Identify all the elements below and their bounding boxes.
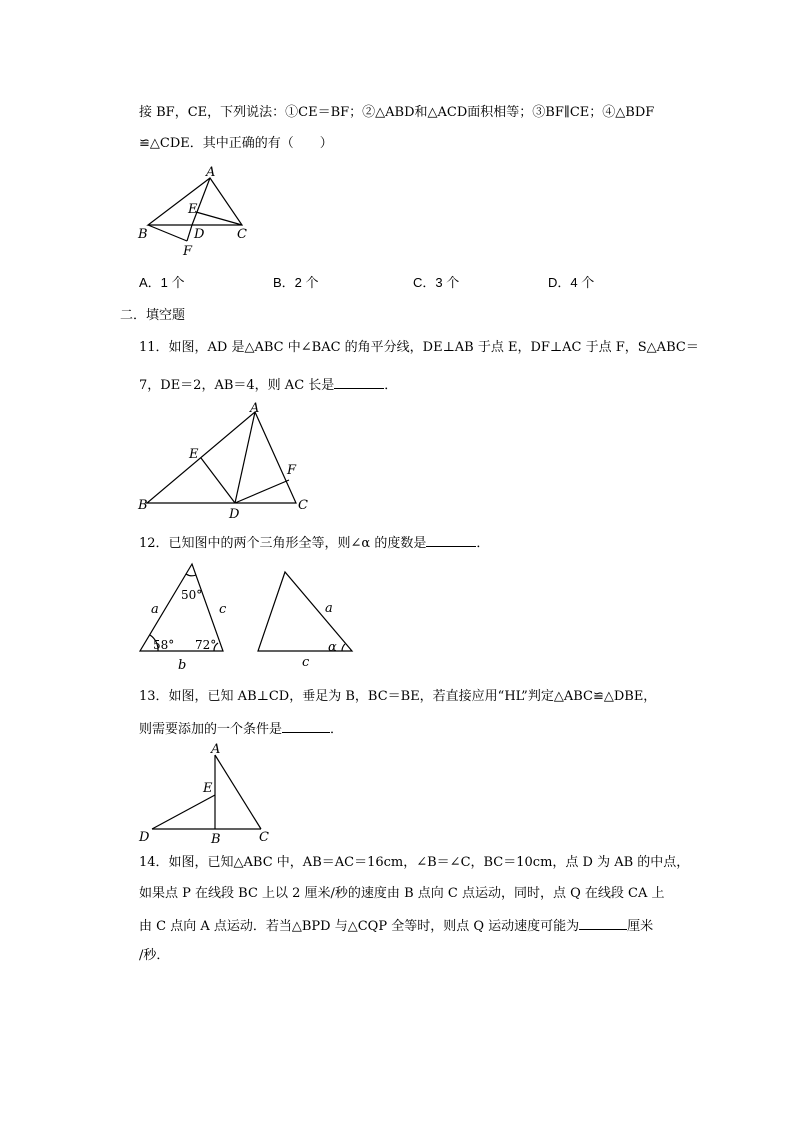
q13-answer-blank[interactable] xyxy=(282,720,330,733)
q13-label-e: E xyxy=(203,781,213,796)
q10-label-a: A xyxy=(206,165,216,180)
q13-label-c: C xyxy=(259,830,269,845)
q12-text-pre: 12．已知图中的两个三角形全等，则∠α 的度数是 xyxy=(139,536,427,551)
q11-label-e: E xyxy=(189,447,199,462)
q12-right-label-alpha: α xyxy=(328,640,337,655)
q12-left-angle-72: 72° xyxy=(195,638,217,652)
q10-label-f: F xyxy=(183,244,193,259)
q12-right-label-c: c xyxy=(302,655,310,670)
q10-text-line2: ≌△CDE．其中正确的有（ ） xyxy=(139,136,333,151)
q12-text-line1 xyxy=(139,534,489,552)
q11-label-f: F xyxy=(287,463,297,478)
q12-left-label-c: c xyxy=(219,602,227,617)
q13-text-line1: 13．如图，已知 AB⊥CD，垂足为 B，BC＝BE，若直接应用“HL”判定△ABC≌△DBE， xyxy=(139,689,657,704)
q11-label-d: D xyxy=(229,507,240,522)
q14-text-line4: /秒． xyxy=(139,948,170,963)
section-title: 二．填空题 xyxy=(120,307,186,322)
q10-option-c: C．3 个 xyxy=(413,275,460,290)
q10-label-c: C xyxy=(237,227,247,242)
q13-figure xyxy=(135,740,275,845)
q10-option-d: D．4 个 xyxy=(548,275,595,290)
q13-label-d: D xyxy=(139,830,150,845)
q12-answer-blank[interactable] xyxy=(426,534,476,547)
q13-text-line2-pre: 则需要添加的一个条件是 xyxy=(139,722,283,737)
q11-text-line1: 11．如图，AD 是△ABC 中∠BAC 的角平分线，DE⊥AB 于点 E，DF⊥AC 于点 F，S△ABC＝ xyxy=(139,340,699,355)
q13-label-b: B xyxy=(211,832,221,847)
q12-right-label-a: a xyxy=(325,601,333,616)
q10-label-b: B xyxy=(138,227,148,242)
q11-text-line2 xyxy=(139,376,397,394)
q11-label-b: B xyxy=(138,498,148,513)
q13-text-line2 xyxy=(139,720,343,738)
q12-left-angle-58: 58° xyxy=(153,638,175,652)
q14-text-line1: 14．如图，已知△ABC 中，AB＝AC＝16cm，∠B＝∠C，BC＝10cm，点 D 为 AB 的中点， xyxy=(139,855,690,870)
q14-text-line3-post: 厘米 xyxy=(627,919,654,934)
q12-left-label-a: a xyxy=(151,602,159,617)
q14-text-line3-pre: 由 C 点向 A 点运动．若当△BPD 与△CQP 全等时，则点 Q 运动速度可能为 xyxy=(139,919,580,934)
q11-label-c: C xyxy=(298,498,308,513)
q12-text-post: ． xyxy=(476,536,490,551)
q13-label-a: A xyxy=(211,742,221,757)
q10-option-b: B．2 个 xyxy=(273,275,319,290)
q11-figure xyxy=(135,400,315,520)
q11-label-a: A xyxy=(250,401,260,416)
q12-left-figure xyxy=(130,558,240,673)
q12-left-label-b: b xyxy=(178,658,187,673)
q14-answer-blank[interactable] xyxy=(579,917,627,930)
q14-text-line2: 如果点 P 在线段 BC 上以 2 厘米/秒的速度由 B 点向 C 点运动，同时，点 Q 在线段 CA 上 xyxy=(139,886,665,901)
q11-answer-blank[interactable] xyxy=(334,376,384,389)
q13-text-line2-post: ． xyxy=(330,722,344,737)
q11-text-line2-pre: 7，DE＝2，AB＝4，则 AC 长是 xyxy=(139,378,335,393)
q12-right-figure xyxy=(250,565,360,675)
q10-option-a: A．1 个 xyxy=(139,275,185,290)
q14-text-line3 xyxy=(139,917,653,935)
q10-label-d: D xyxy=(194,227,205,242)
q11-text-line2-post: ． xyxy=(384,378,398,393)
q10-figure xyxy=(130,165,260,260)
q10-label-e: E xyxy=(188,202,198,217)
q10-text-line1: 接 BF，CE，下列说法：①CE＝BF；②△ABD和△ACD面积相等；③BF∥CE；④△BDF xyxy=(139,105,655,120)
q12-left-angle-top: 50° xyxy=(181,588,203,602)
